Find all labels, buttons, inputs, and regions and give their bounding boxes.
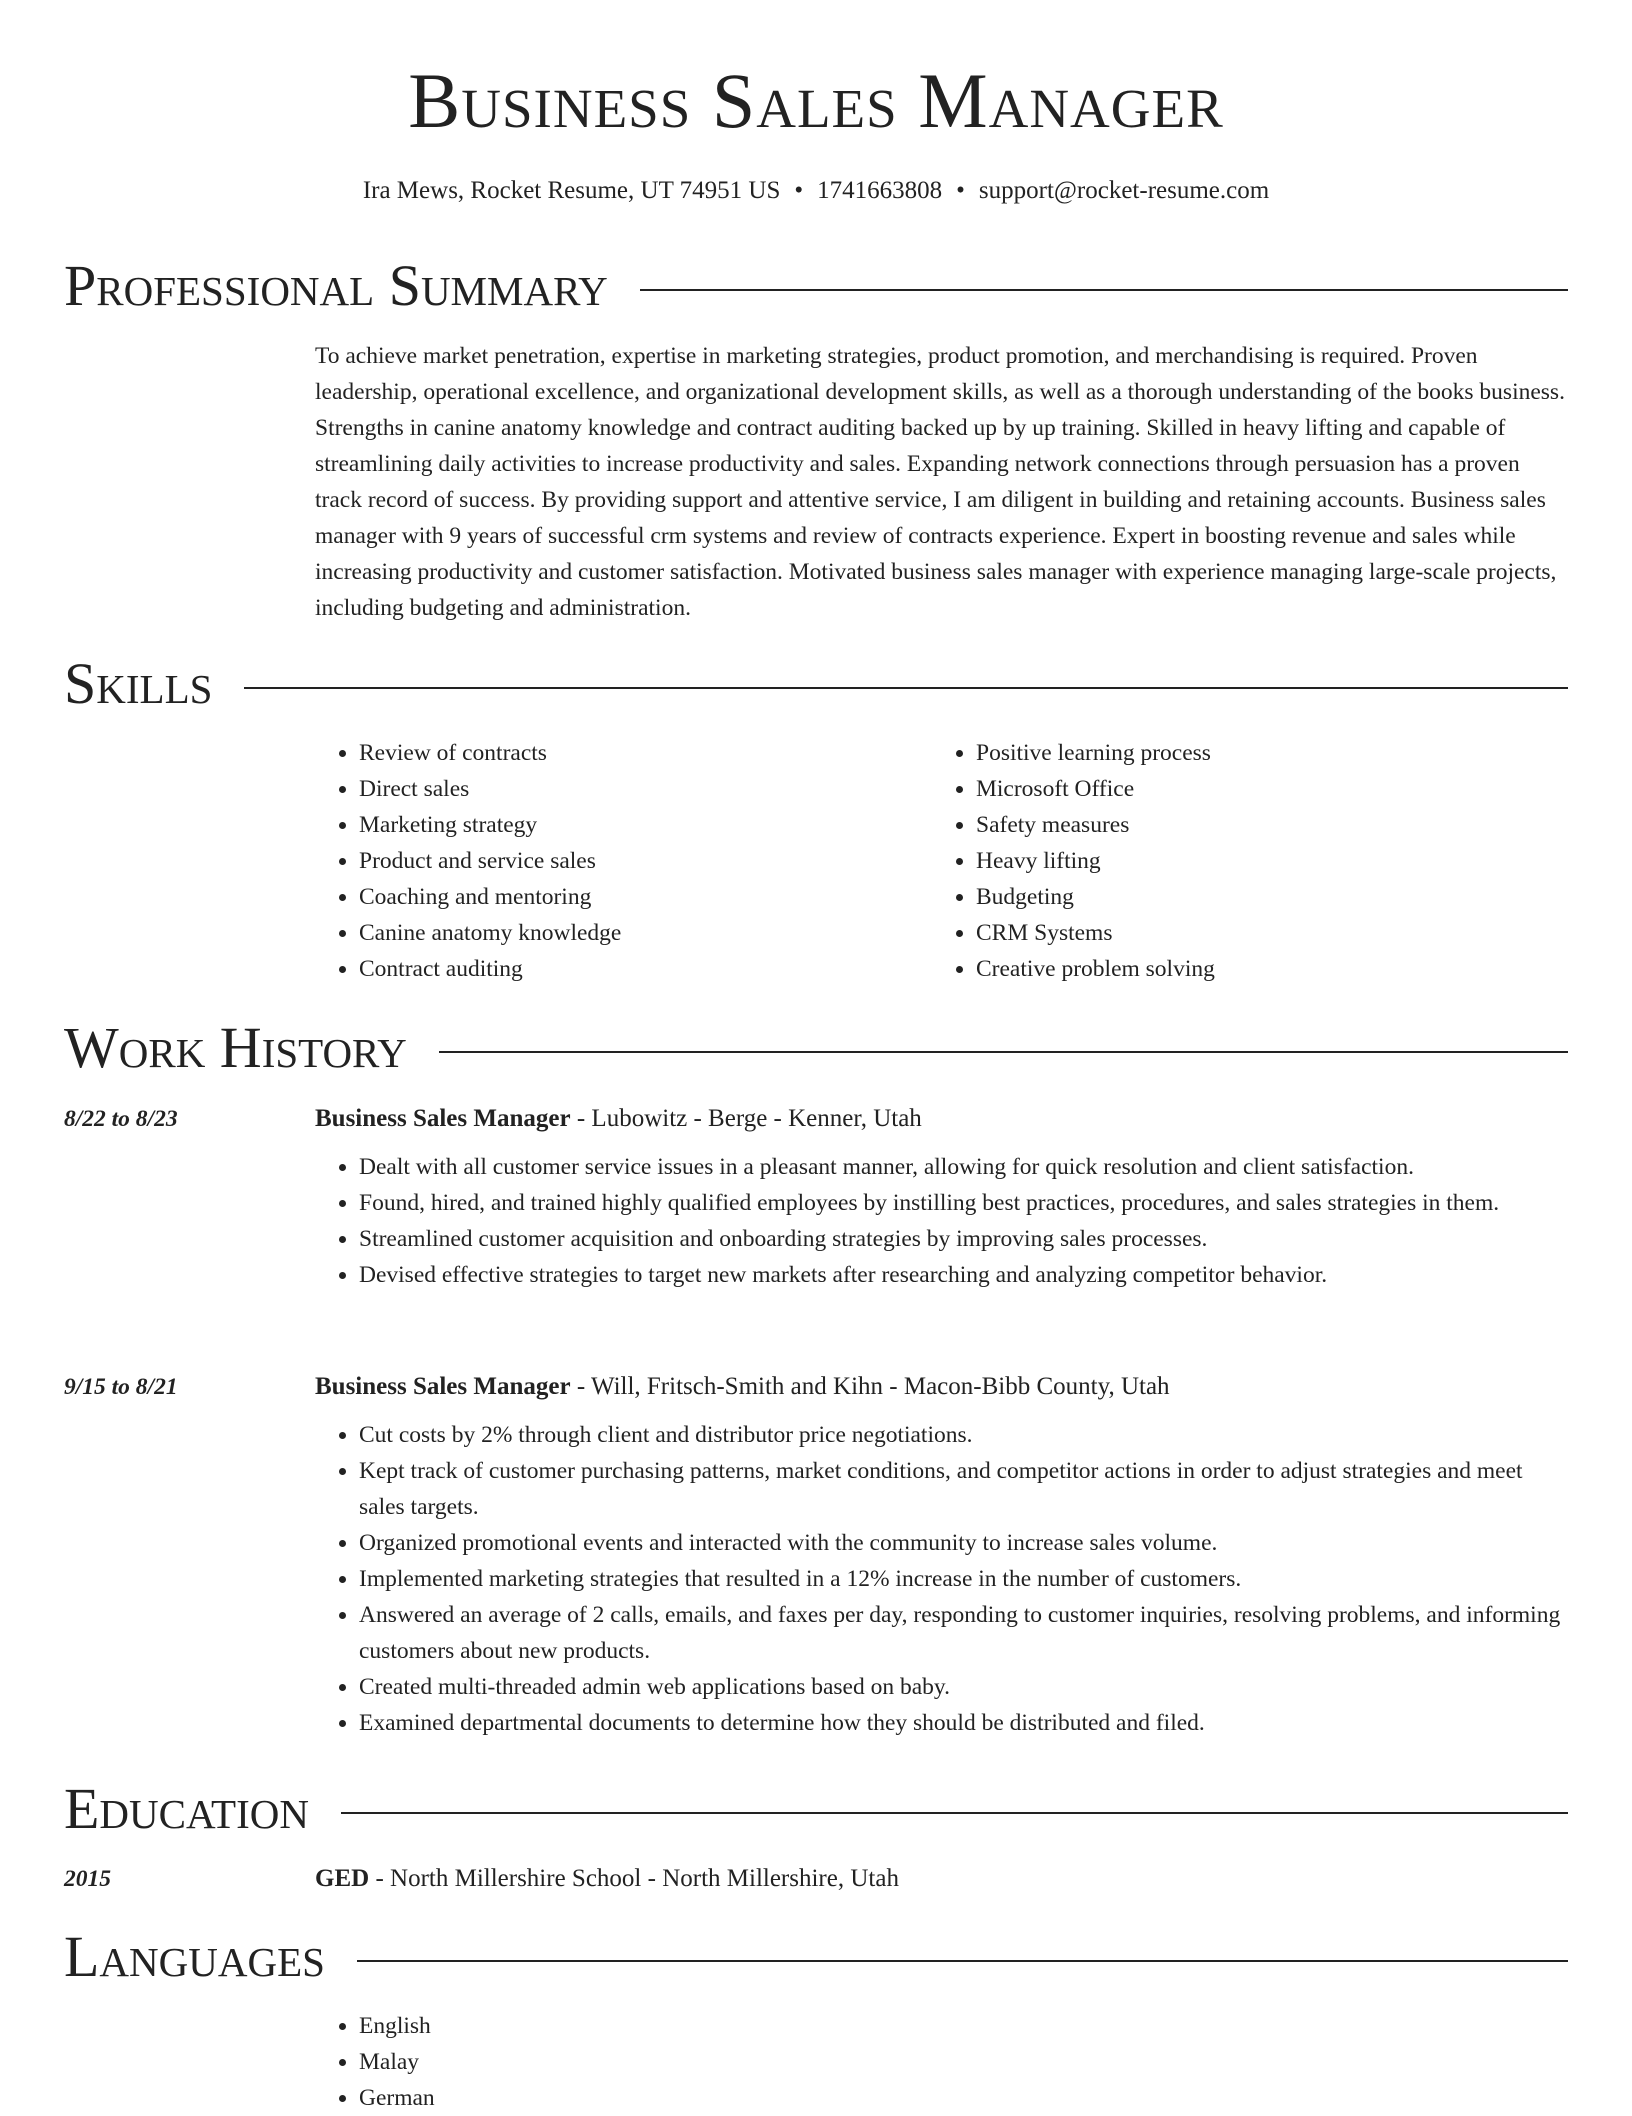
skills-grid (315, 735, 1568, 987)
resume-name: Business Sales Manager (408, 57, 1224, 144)
skills-section-header (64, 652, 1568, 716)
work-heading: Work History (64, 1015, 407, 1080)
skill-item: • Safety measures (976, 807, 1549, 843)
skills-list-left (315, 735, 932, 987)
contact-separator: • (956, 177, 965, 204)
education-line (315, 1861, 1568, 1897)
job-dates: 8/22 to 8/23 (64, 1106, 178, 1132)
skill-item: • Product and service sales (359, 843, 932, 879)
language-item: • Malay (359, 2044, 1568, 2080)
job-title-line (315, 1369, 1568, 1405)
summary-section-header (64, 254, 1568, 318)
job-bullet: • Kept track of customer purchasing patterns, market conditions, and competitor actions in order to adjust strategies and meet sales targets. (359, 1453, 1568, 1525)
education-school: - North Millershire School - North Millershire, Utah (369, 1865, 899, 1892)
skill-item: • Heavy lifting (976, 843, 1549, 879)
job-bullets (315, 1149, 1568, 1293)
job-bullet: • Created multi-threaded admin web applications based on baby. (359, 1669, 1568, 1705)
skills-column-left (315, 735, 932, 987)
skill-item: • Canine anatomy knowledge (359, 915, 932, 951)
contact-separator: • (794, 177, 804, 204)
contact-phone: 1741663808 (817, 177, 943, 204)
skill-item: • Review of contracts (359, 735, 932, 771)
language-item: • English (359, 2008, 1568, 2044)
work-section-header (64, 1016, 1568, 1080)
summary-heading: Professional Summary (64, 253, 608, 318)
skill-item: • Creative problem solving (976, 951, 1549, 987)
job-entry (315, 1369, 1568, 1741)
section-divider (244, 687, 1568, 689)
education-degree: GED (315, 1865, 370, 1892)
language-item: • German (359, 2080, 1568, 2116)
section-divider (439, 1051, 1568, 1053)
job-employer: - Lubowitz - Berge - Kenner, Utah (570, 1105, 922, 1132)
contact-line (64, 176, 1568, 206)
job-bullet: • Streamlined customer acquisition and onboarding strategies by improving sales processes. (359, 1221, 1568, 1257)
job-bullet: • Examined departmental documents to determine how they should be distributed and filed. (359, 1705, 1568, 1741)
skill-item: • Budgeting (976, 879, 1549, 915)
job-entry (315, 1101, 1568, 1293)
languages-section-header (64, 1925, 1568, 1989)
job-bullet: • Devised effective strategies to target new markets after researching and analyzing competitor behavior. (359, 1257, 1568, 1293)
contact-email: support@rocket-resume.com (978, 177, 1270, 204)
summary-content (315, 338, 1568, 626)
job-title-line (315, 1101, 1568, 1137)
languages-heading: Languages (64, 1924, 325, 1989)
job-bullet: • Cut costs by 2% through client and distributor price negotiations. (359, 1417, 1568, 1453)
skills-column-right (932, 735, 1549, 987)
section-divider (357, 1960, 1568, 1962)
skill-item: • Microsoft Office (976, 771, 1549, 807)
skill-item: • Coaching and mentoring (359, 879, 932, 915)
section-divider (341, 1812, 1568, 1814)
skill-item: • Positive learning process (976, 735, 1549, 771)
languages-content (315, 2008, 1568, 2116)
education-section-header (64, 1777, 1568, 1841)
education-entry (315, 1861, 1568, 1909)
job-employer: - Will, Fritsch-Smith and Kihn - Macon-Bibb County, Utah (570, 1373, 1170, 1400)
summary-text: To achieve market penetration, expertise in marketing strategies, product promotion, and merchandising is required. Proven leadership, operational excellence, and organizational development skills, as well as a thorough understanding of the books business. Strengths in canine anatomy knowledge and contract auditing backed up by up training. Skilled in heavy lifting and capable of streamlining daily activities to increase productivity and sales. Expanding network connections through persuasion has a proven track record of success. By providing support and attentive service, I am diligent in building and retaining accounts. Business sales manager with 9 years of successful crm systems and review of contracts experience. Expert in boosting revenue and sales while increasing productivity and customer satisfaction. Motivated business sales manager with experience managing large-scale projects, including budgeting and administration. (315, 343, 1565, 621)
job-bullets (315, 1417, 1568, 1741)
section-divider (640, 289, 1568, 291)
skills-list-right (932, 735, 1549, 987)
contact-address: Ira Mews, Rocket Resume, UT 74951 US (362, 177, 781, 204)
skills-content (315, 735, 1568, 987)
job-title: Business Sales Manager (315, 1373, 571, 1400)
languages-list (315, 2008, 1568, 2116)
skill-item: • Direct sales (359, 771, 932, 807)
skills-heading: Skills (64, 651, 213, 716)
skill-item: • CRM Systems (976, 915, 1549, 951)
education-year: 2015 (64, 1866, 111, 1892)
job-bullet: • Answered an average of 2 calls, emails, and faxes per day, responding to customer inquiries, resolving problems, and informing customers about new products. (359, 1597, 1568, 1669)
job-bullet: • Organized promotional events and interacted with the community to increase sales volume. (359, 1525, 1568, 1561)
job-title: Business Sales Manager (315, 1105, 571, 1132)
job-bullet: • Dealt with all customer service issues in a pleasant manner, allowing for quick resolution and client satisfaction. (359, 1149, 1568, 1185)
job-dates: 9/15 to 8/21 (64, 1374, 178, 1400)
education-heading: Education (64, 1776, 309, 1841)
skill-item: • Contract auditing (359, 951, 932, 987)
skill-item: • Marketing strategy (359, 807, 932, 843)
job-bullet: • Found, hired, and trained highly qualified employees by instilling best practices, procedures, and sales strategies in them. (359, 1185, 1568, 1221)
job-bullet: • Implemented marketing strategies that resulted in a 12% increase in the number of customers. (359, 1561, 1568, 1597)
